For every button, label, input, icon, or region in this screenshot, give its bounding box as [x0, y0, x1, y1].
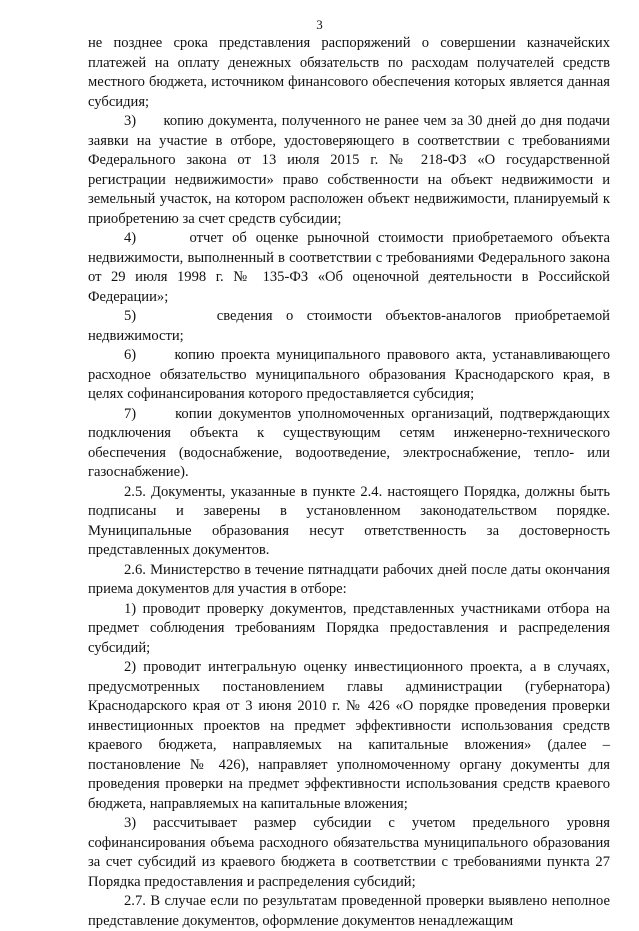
- paragraph: 2.7. В случае если по результатам проведенной проверки выявлено неполное представление документов, оформление документов ненадлежащим: [88, 893, 610, 929]
- paragraph: 4) отчет об оценке рыночной стоимости приобретаемого объекта недвижимости, выполненный в соответствии с требованиями Федерального закона от 29 июля 1998 г. № 135-ФЗ «Об оценочной деятельности в Российской Федерации»;: [88, 230, 610, 305]
- paragraph: 3) копию документа, полученного не ранее чем за 30 дней до дня подачи заявки на участие в отборе, удостоверяющего в соответствии с требованиями Федерального закона от 13 июля 2015 г. № 218-ФЗ «О государственной регистрации недвижимости» право собственности на объект недвижимости и земельный участок, на котором расположен объект недвижимости, планируемый к приобретению за счет средств субсидии;: [88, 113, 610, 227]
- paragraph: 3) рассчитывает размер субсидии с учетом предельного уровня софинансирования объема расходного обязательства муниципального образования за счет субсидий из краевого бюджета в соответствии с требованиями пункта 27 Порядка предоставления и распределения субсидий;: [88, 815, 610, 890]
- paragraph: 2) проводит интегральную оценку инвестиционного проекта, а в случаях, предусмотренных постановлением главы администрации (губернатора) Краснодарского края от 3 июня 2010 г. № 426 «О порядке проведения проверки инвестиционных проектов на предмет эффективности использования средств краевого бюджета, направляемых на капитальные вложения» (далее – постановление № 426), направляет уполномоченному органу документы для проведения проверки на предмет эффективности использования средств краевого бюджета, направляемых на капитальные вложения;: [88, 659, 610, 812]
- document-body: [88, 34, 610, 931]
- paragraph: 7) копии документов уполномоченных организаций, подтверждающих подключения объекта к существующим сетям инженерно-технического обеспечения (водоснабжение, водоотведение, электроснабжение, тепло- или газоснабжение).: [88, 405, 610, 480]
- paragraph: 1) проводит проверку документов, представленных участниками отбора на предмет соблюдения требованиям Порядка предоставления и распределения субсидий;: [88, 600, 610, 656]
- paragraph: 2.5. Документы, указанные в пункте 2.4. настоящего Порядка, должны быть подписаны и заверены в установленном законодательством порядке. Муниципальные образования несут ответственность за достоверность представленных документов.: [88, 483, 610, 558]
- paragraph: 5) сведения о стоимости объектов-аналогов приобретаемой недвижимости;: [88, 308, 610, 344]
- paragraph: 6) копию проекта муниципального правового акта, устанавливающего расходное обязательство муниципального образования Краснодарского края, в целях софинансирования которого предоставляется субсидия;: [88, 347, 610, 402]
- page-number: 3: [316, 17, 323, 32]
- paragraph: 2.6. Министерство в течение пятнадцати рабочих дней после даты окончания приема документов для участия в отборе:: [88, 561, 610, 597]
- paragraph: не позднее срока представления распоряжений о совершении казначейских платежей на оплату денежных обязательств по расходам получателей средств местного бюджета, источником финансового обеспечения которых является данная субсидия;: [88, 35, 610, 110]
